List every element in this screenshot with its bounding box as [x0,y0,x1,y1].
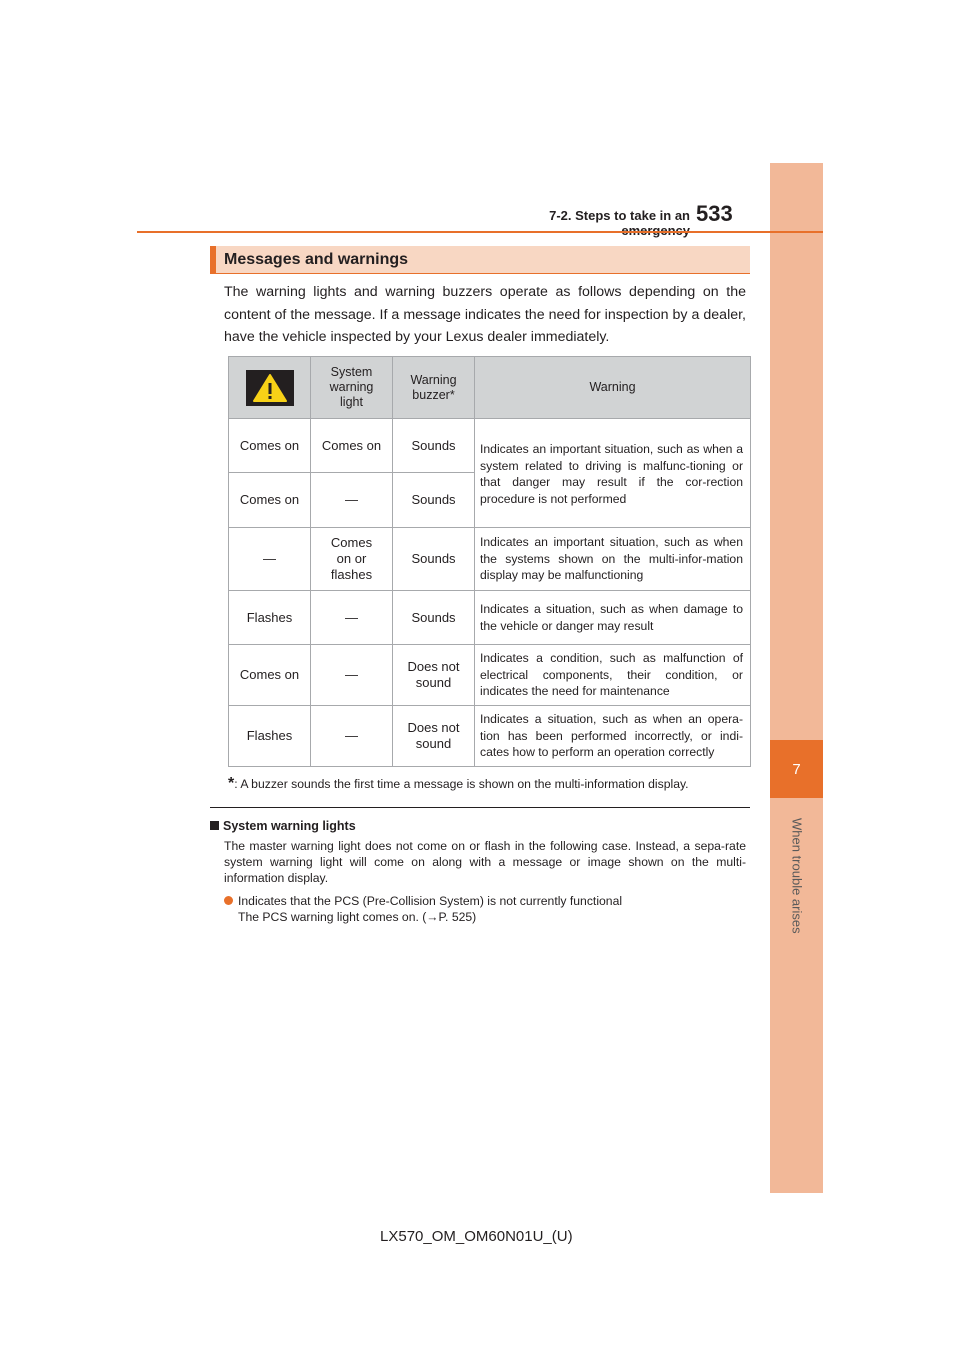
side-tab-band [770,163,823,1193]
cell-buzzer: Sounds [393,591,475,645]
subsection-heading-text: System warning lights [223,819,356,833]
cell-buzzer: Does not sound [393,645,475,706]
square-bullet-icon [210,821,219,830]
header-system-warning-light: System warning light [311,357,393,419]
cell-master: — [229,528,311,591]
section-heading-underline [210,273,750,274]
cell-system: — [311,706,393,767]
page-number: 533 [696,201,733,226]
cell-system: — [311,473,393,528]
bullet-text: Indicates that the PCS (Pre-Collision System) is not currently functional [238,894,623,908]
chapter-label [788,806,806,946]
header-master-warning [229,357,311,419]
table-row [229,528,751,591]
table-row [229,591,751,645]
table-row [229,645,751,706]
warnings-table [228,356,751,767]
circle-bullet-icon [224,896,233,905]
footnote-text: : A buzzer sounds the first time a message is shown on the multi-information display. [234,777,689,791]
cell-master: Comes on [229,645,311,706]
table-header-row [229,357,751,419]
cell-buzzer: Sounds [393,528,475,591]
cell-system: Comes on [311,419,393,473]
cell-warning: Indicates an important situation, such as when the systems shown on the multi-infor-mation display may be malfunctioning [475,528,751,591]
chapter-number-tab: 7 [770,740,823,798]
header-rule [137,231,823,233]
cell-master: Flashes [229,591,311,645]
cell-system: — [311,645,393,706]
cell-master: Comes on [229,419,311,473]
header-warning: Warning [475,357,751,419]
header-warning-buzzer: Warning buzzer* [393,357,475,419]
section-separator [210,807,750,808]
intro-paragraph: The warning lights and warning buzzers operate as follows depending on the content of the message. If a message indicates the need for inspection by a dealer, have the vehicle inspected by your Lexus dealer immediately. [224,284,746,345]
cell-buzzer: Sounds [393,473,475,528]
cell-master: Flashes [229,706,311,767]
table-row [229,706,751,767]
master-warning-icon [246,370,294,406]
cell-buzzer: Sounds [393,419,475,473]
section-heading-bar [210,246,750,274]
section-heading-accent [210,246,216,274]
chapter-label-text: When trouble arises [789,818,805,934]
subsection-body: The master warning light does not come on or flash in the following case. Instead, a sepa-rate system warning light will come on along with a message or image shown on the multi-information display. [224,839,746,885]
cell-system: Comes on or flashes [311,528,393,591]
cell-warning: Indicates an important situation, such as when a system related to driving is malfunc-tioning or that danger may result if the cor-rection procedure is not performed [475,419,751,528]
document-id: LX570_OM_OM60N01U_(U) [380,1228,573,1245]
cell-warning: Indicates a situation, such as when an opera-tion has been performed incorrectly, or indi-cates how to perform an operation correctly [475,706,751,767]
table-row [229,419,751,473]
table-footnote [228,775,689,793]
bullet-item [224,893,746,909]
running-header-title: 7-2. Steps to take in an [549,208,690,223]
cell-system: — [311,591,393,645]
cell-warning: Indicates a condition, such as malfunction of electrical components, their condition, or indicates the need for maintenance [475,645,751,706]
bullet-detail: The PCS warning light comes on. (→P. 525) [238,910,477,924]
cell-buzzer: Does not sound [393,706,475,767]
footnote-mark: * [228,775,235,792]
cell-master: Comes on [229,473,311,528]
cell-warning: Indicates a situation, such as when damage to the vehicle or danger may result [475,591,751,645]
subsection-heading [210,819,356,833]
section-heading: Messages and warnings [224,251,409,268]
